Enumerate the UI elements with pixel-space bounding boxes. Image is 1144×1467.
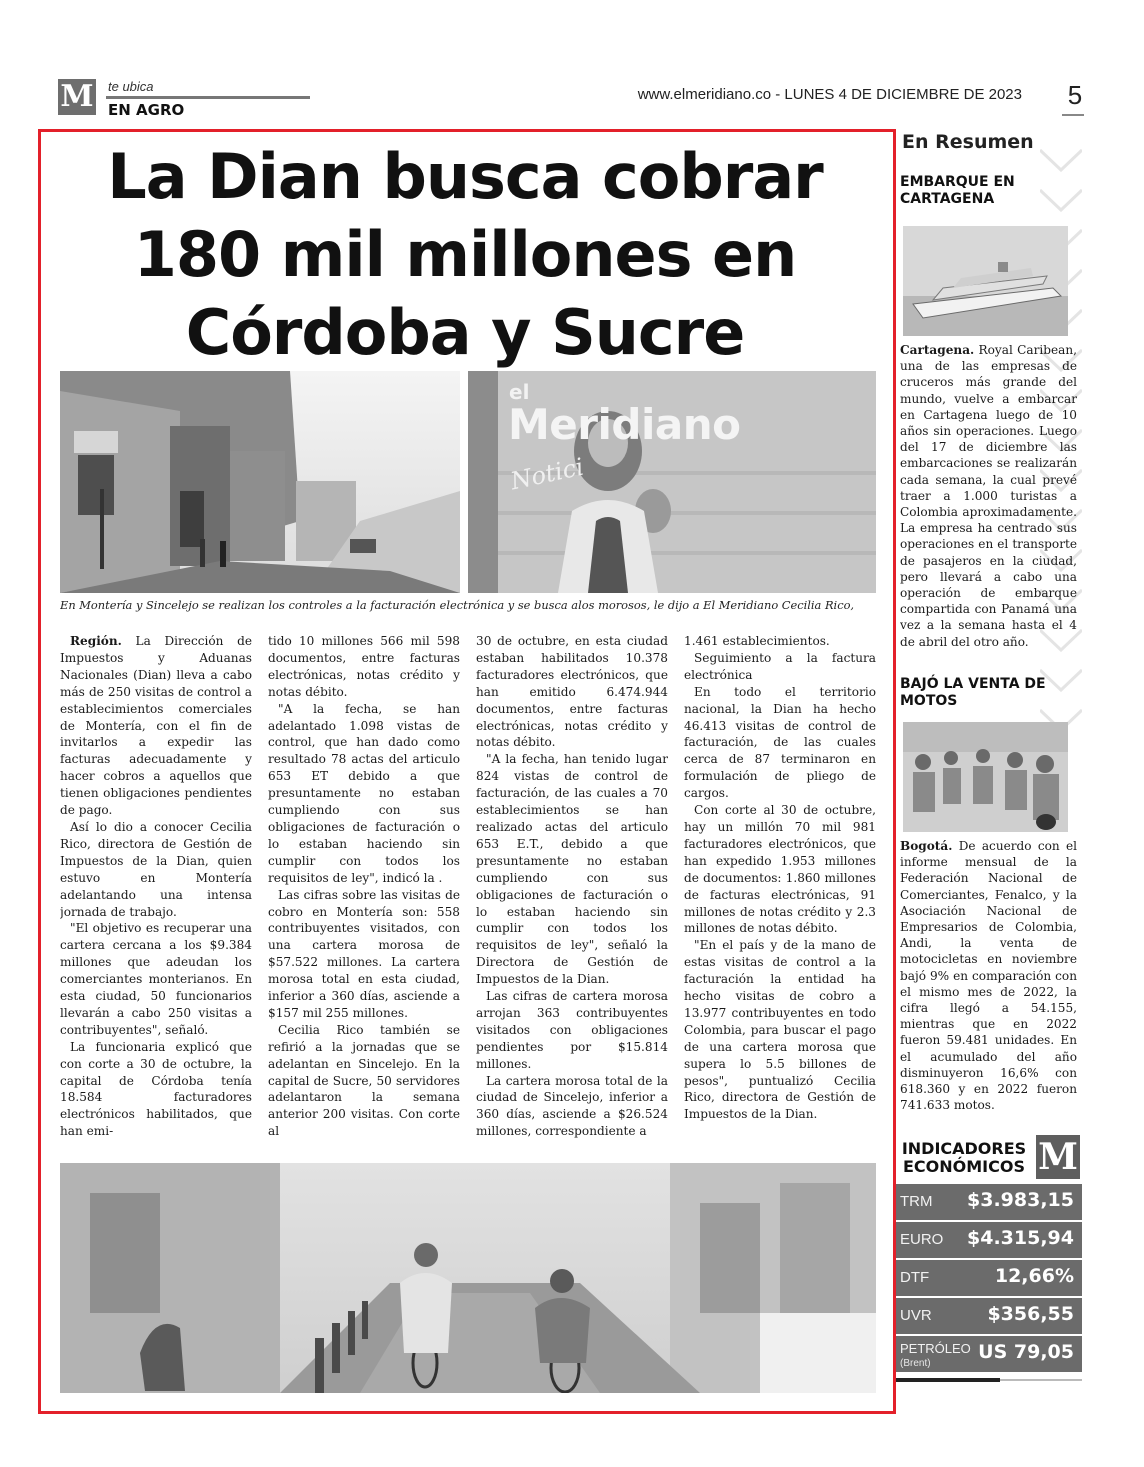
sidebar-story-1-text: [900, 342, 1077, 662]
paragraph: [476, 1073, 668, 1141]
photo-caption: En Montería y Sincelejo se realizan los controles a la facturación electrónica y se busca alos morosos, le dijo a El Meridiano Cecilia Rico,: [60, 598, 855, 612]
street-photo: [60, 371, 460, 593]
indicator-label: PETRÓLEO: [900, 1341, 971, 1356]
indicator-label: EURO: [900, 1231, 944, 1248]
page-number: 5: [1067, 80, 1083, 110]
paragraph-text: La Dirección de Impuestos y Aduanas Nacionales (Dian) lleva a cabo más de 250 visitas de control a establecimientos comerciales de Montería, con el fin de invitarlos a expedir las facturas adecuadamente y hacer cobros a aquellos que tienen obligaciones pendientes de pago.: [60, 634, 252, 818]
paragraph: [476, 751, 668, 988]
paragraph-text: Las cifras sobre las visitas de cobro en Montería son: 558 contribuyentes visitados, con una cartera morosa de $57.522 millones. La cartera morosa total en esta ciudad, inferior a 360 días, asciende a $157 mil 255 millones.: [268, 887, 460, 1020]
paragraph: [268, 633, 460, 701]
sidebar-story-2-heading: BAJÓ LA VENTA DE MOTOS: [900, 676, 1046, 709]
paragraph: [60, 920, 252, 1038]
photo-overlay-script: Notici: [508, 452, 587, 496]
indicator-value: 12,66%: [994, 1265, 1074, 1287]
paragraph-text: "En el país y de la mano de estas visitas de control a la facturación la entidad ha hecho visitas de cobro a 13.977 contribuyentes en todo Colombia, para buscar el pago de una cartera morosa que supera lo 5.5 billones de pesos", puntualizó Cecilia Rico, directora de Gestión de Impuestos de la Dian.: [684, 938, 876, 1122]
indicator-value: $4.315,94: [967, 1227, 1074, 1249]
paragraph: [268, 701, 460, 887]
paragraph: [268, 1022, 460, 1140]
indicator-sublabel: (Brent): [900, 1358, 931, 1369]
indicator-row-trm: [896, 1184, 1082, 1220]
sidebar-story-2-text: [900, 838, 1077, 1128]
paragraph-text: 30 de octubre, en esta ciudad estaban habilitados 10.378 facturadores electrónicos, que han emitido 6.474.944 documentos, entre facturas electrónicas, notas crédito y notas débito.: [476, 634, 668, 750]
indicator-value: $356,55: [987, 1303, 1074, 1325]
paragraph: [60, 1039, 252, 1140]
article-headline: [70, 138, 860, 372]
section-name: EN AGRO: [108, 101, 185, 119]
sidebar-story-1-heading: EMBARQUE EN CARTAGENA: [900, 174, 1015, 207]
site-date-line: www.elmeridiano.co - LUNES 4 DE DICIEMBRE DE 2023: [637, 86, 1022, 103]
photo-overlay-meridiano: Meridiano: [508, 400, 741, 449]
article-column-1: [60, 633, 252, 1159]
indicator-value: $3.983,15: [967, 1189, 1074, 1211]
section-divider: [106, 96, 310, 99]
indicator-row-uvr: [896, 1298, 1082, 1334]
paragraph-text: La funcionaria explicó que con corte a 30 de octubre, la capital de Córdoba tenía 18.584 facturadores electrónicos habilitados, que han emi-: [60, 1039, 252, 1139]
paragraph-text: Las cifras de cartera morosa arrojan 363 contribuyentes visitados con obligaciones pendientes por $15.814 millones.: [476, 989, 668, 1071]
paragraph: [684, 802, 876, 937]
headline-line-1: La Dian busca cobrar: [107, 140, 823, 213]
headline-line-3: Córdoba y Sucre: [185, 296, 745, 369]
newspaper-logo: M: [58, 79, 96, 115]
paragraph: [684, 684, 876, 802]
article-column-4: [684, 633, 876, 1159]
paragraph-text: La cartera morosa total de la ciudad de Sincelejo, inferior a 360 días, asciende a $26.524 millones, correspondiente a: [476, 1073, 668, 1139]
paragraph: [684, 937, 876, 1123]
photo-overlay-el: el: [509, 380, 530, 404]
paragraph: [684, 633, 876, 650]
indicator-label: UVR: [900, 1307, 932, 1324]
paragraph-text: tido 10 millones 566 mil 598 documentos, entre facturas electrónicas, notas crédito y notas débito.: [268, 634, 460, 699]
paragraph-text: 1.461 establecimientos.: [684, 634, 830, 648]
indicator-row-euro: [896, 1222, 1082, 1258]
paragraph-text: Así lo dio a conocer Cecilia Rico, directora de Gestión de Impuestos de la Dian, quien estuvo en Montería adelantando una intensa jornada de trabajo.: [60, 819, 252, 919]
dateline: Región.: [70, 634, 122, 648]
paragraph-text: "A la fecha, han tenido lugar 824 vistas de control de facturación, de las cuales a 70 establecimientos se han realizado actas del articulo 653 E.T., debido a que presuntamente no estaban cumpliendo con sus obligaciones de facturación o lo estaban haciendo sin cumplir con todos los requisitos de ley", señaló la Directora de Gestión de Impuestos de la Dian.: [476, 752, 668, 987]
paragraph-text: "El objetivo es recuperar una cartera cercana a los $9.384 millones que adeudan los comerciantes monterianos. En esta ciudad, 50 funcionarios llevarán a cabo 250 visitas a contribuyentes", señaló.: [60, 921, 252, 1037]
sidebar-story-1-dateline: Cartagena.: [900, 343, 975, 357]
street-cyclists-photo: [60, 1163, 876, 1393]
paragraph-text: Con corte al 30 de octubre, hay un millón 70 mil 981 facturadores electrónicos, que han expedido 1.953 millones de documentos: 1.860 millones de facturas electrónicas, 91 millones de notas crédito y 2.3 millones de notas débito.: [684, 803, 876, 936]
indicator-row-dtf: [896, 1260, 1082, 1296]
paragraph: [476, 988, 668, 1073]
paragraph: [60, 633, 252, 819]
indicators-footer-rule: [896, 1378, 1000, 1382]
cruise-ship-photo: [903, 226, 1068, 336]
subheading: [684, 650, 876, 684]
paragraph-text: Cecilia Rico también se refirió a la jornadas que se adelantan en Sincelejo. En la capital de Sucre, 50 servidores adelantaron la semana anterior 200 visitas. Con corte al: [268, 1022, 460, 1139]
motorcycles-photo: [903, 722, 1068, 832]
section-kicker: te ubica: [108, 79, 154, 94]
paragraph: [476, 633, 668, 751]
headline-line-2: 180 mil millones en: [133, 218, 797, 291]
article-column-3: [476, 633, 668, 1159]
indicator-row-petroleo: [896, 1336, 1082, 1372]
indicators-logo: M: [1036, 1135, 1080, 1179]
paragraph-text: "A la fecha, se han adelantado 1.098 vistas de control, que han dado como resultado 78 actas del articulo 653 ET debido a que presuntamente no estaban cumpliendo con sus obligaciones de facturación o lo estaban haciendo sin cumplir con todos los requisitos de ley", indicó la .: [268, 701, 460, 885]
indicator-value: US 79,05: [978, 1341, 1074, 1363]
subheading-text: Seguimiento a la factura electrónica: [684, 650, 876, 682]
indicator-label: TRM: [900, 1193, 933, 1210]
page-number-rule: [1062, 114, 1084, 116]
indicator-label: DTF: [900, 1269, 930, 1286]
article-column-2: [268, 633, 460, 1159]
indicators-footer-rule-light: [1000, 1379, 1082, 1381]
paragraph: [60, 819, 252, 920]
paragraph: [268, 887, 460, 1022]
indicators-title: INDICADORES ECONÓMICOS: [901, 1139, 1027, 1176]
paragraph-text: En todo el territorio nacional, la Dian ha hecho 46.413 visitas de control de facturación, de las cuales cerca de 87 terminaron en formulación de pliego de cargos.: [684, 684, 876, 801]
sidebar-story-2-body: De acuerdo con el informe mensual de la Federación Nacional de Comerciantes, Fenalco, y la Asociación Nacional de Empresarios de Colombia, Andi, la venta de motocicletas en noviembre bajó 9% en comparación con el mismo mes de 2022, la cifra llegó a 54.155, mientras que en 2022 fueron 59.481 unidades. En el acumulado del año disminuyeron 16,6% con 618.360 y en 2022 fueron 741.633 motos.: [900, 839, 1077, 1113]
sidebar-story-2-dateline: Bogotá.: [900, 839, 953, 853]
sidebar-story-1-body: Royal Caribean, una de las empresas de cruceros más grande del mundo, vuelve a embarcar en Cartagena luego de 10 años sin operaciones. Luego del 17 de diciembre las embarcaciones se realizarán cada semana, la cual prevé traer a 1.000 turistas a Colombia aproximadamente. La empresa ha centrado sus operaciones en el transporte de pasajeros en la ciudad, pero llevará a cabo una operación de embarque compartida con Panamá una vez a la semana hasta el 4 de abril del otro año.: [900, 343, 1077, 649]
sidebar-title: En Resumen: [902, 131, 1034, 153]
